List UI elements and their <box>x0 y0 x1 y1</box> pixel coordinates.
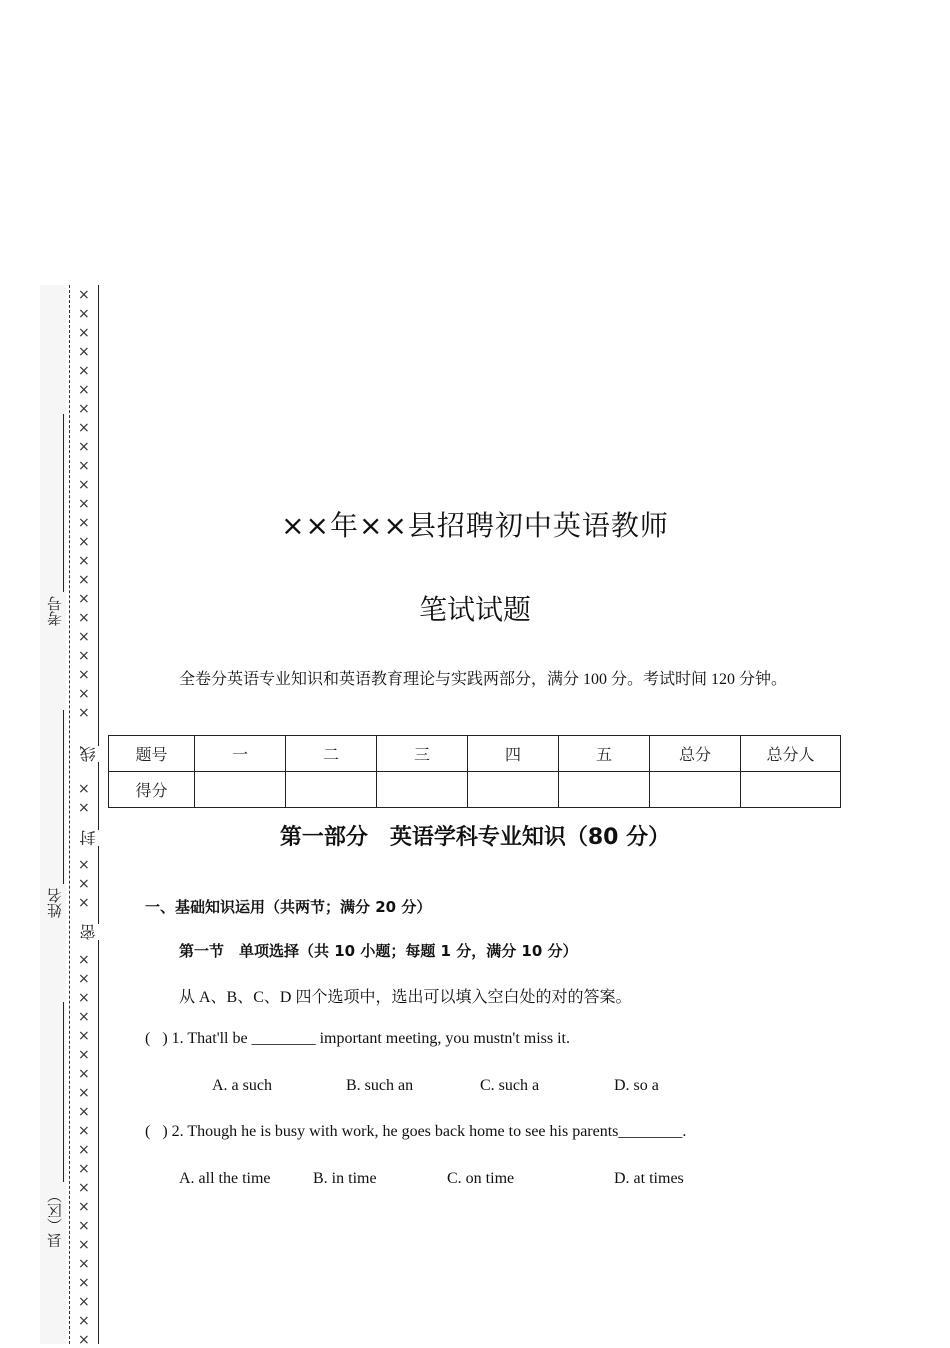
cross-mark: × <box>78 1047 90 1063</box>
cross-mark: × <box>78 1123 90 1139</box>
cross-mark: × <box>78 344 90 360</box>
cross-mark: × <box>78 895 90 911</box>
question-1-option-a: A. a such <box>212 1077 272 1094</box>
question-2-text: ( ) 2. Though he is busy with work, he goes back home to see his parents________. <box>145 1123 687 1140</box>
cross-mark: × <box>78 876 90 892</box>
subsection-heading: 第一节 单项选择（共 10 小题；每题 1 分，满分 10 分） <box>179 942 578 960</box>
cross-mark: × <box>78 781 90 797</box>
score-table-header-cell: 总分人 <box>741 736 841 772</box>
score-cell-5[interactable] <box>559 772 650 808</box>
cross-mark: × <box>78 401 90 417</box>
binding-solid-line <box>98 285 99 1344</box>
score-table-header-cell: 一 <box>195 736 286 772</box>
seal-word-xian: 线 <box>79 746 98 762</box>
cross-mark: × <box>78 363 90 379</box>
cross-mark: × <box>78 382 90 398</box>
score-table-score-label: 得分 <box>109 772 195 808</box>
score-table-header-row <box>109 736 841 772</box>
cross-mark: × <box>78 439 90 455</box>
score-table-score-row <box>109 772 841 808</box>
cross-mark: × <box>78 952 90 968</box>
score-cell-2[interactable] <box>286 772 377 808</box>
cross-mark: × <box>78 1028 90 1044</box>
exam-intro: 全卷分英语专业知识和英语教育理论与实践两部分，满分 100 分。考试时间 120 分钟。 <box>179 671 788 688</box>
cross-mark: × <box>78 990 90 1006</box>
question-1-option-b: B. such an <box>346 1077 414 1094</box>
score-table-header-cell: 四 <box>468 736 559 772</box>
cross-mark: × <box>78 610 90 626</box>
cross-mark: × <box>78 648 90 664</box>
binding-dashed-line <box>69 285 70 1344</box>
page-title: ××年××县招聘初中英语教师 <box>281 509 669 542</box>
cross-mark: × <box>78 1199 90 1215</box>
score-table-header-cell: 题号 <box>109 736 195 772</box>
field-label-exam-number: 考号 <box>46 596 64 626</box>
question-2-option-c: C. on time <box>447 1170 515 1187</box>
field-line-name <box>63 710 64 884</box>
section-instruction: 从 A、B、C、D 四个选项中，选出可以填入空白处的对的答案。 <box>179 989 632 1006</box>
cross-mark: × <box>78 1161 90 1177</box>
cross-mark: × <box>78 515 90 531</box>
part1-title: 第一部分 英语学科专业知识（80 分） <box>279 825 671 850</box>
cross-mark: × <box>78 857 90 873</box>
cross-mark: × <box>78 1256 90 1272</box>
question-1-option-d: D. so a <box>614 1077 659 1094</box>
cross-mark: × <box>78 306 90 322</box>
score-table-header-cell: 三 <box>377 736 468 772</box>
cross-mark: × <box>78 534 90 550</box>
score-cell-1[interactable] <box>195 772 286 808</box>
cross-mark: × <box>78 800 90 816</box>
score-cell-grader[interactable] <box>741 772 841 808</box>
question-2-option-d: D. at times <box>614 1170 684 1187</box>
cross-mark: × <box>78 572 90 588</box>
cross-mark: × <box>78 1294 90 1310</box>
cross-mark: × <box>78 1066 90 1082</box>
cross-mark: × <box>78 287 90 303</box>
cross-mark: × <box>78 705 90 721</box>
field-label-county: 县（区） <box>46 1188 64 1248</box>
score-table-header-cell: 总分 <box>650 736 741 772</box>
cross-mark: × <box>78 553 90 569</box>
cross-mark: × <box>78 667 90 683</box>
cross-mark: × <box>78 1009 90 1025</box>
cross-mark: × <box>78 1104 90 1120</box>
score-table-header-cell: 二 <box>286 736 377 772</box>
section-heading: 一、基础知识运用（共两节；满分 20 分） <box>145 898 432 916</box>
cross-mark: × <box>78 420 90 436</box>
cross-mark: × <box>78 325 90 341</box>
cross-mark: × <box>78 1332 90 1348</box>
cross-mark: × <box>78 1313 90 1329</box>
seal-word-mi: 密 <box>79 924 98 940</box>
cross-mark: × <box>78 1237 90 1253</box>
field-line-county <box>63 1002 64 1182</box>
cross-mark: × <box>78 496 90 512</box>
score-cell-3[interactable] <box>377 772 468 808</box>
cross-mark: × <box>78 1275 90 1291</box>
cross-mark: × <box>78 1085 90 1101</box>
cross-mark: × <box>78 591 90 607</box>
question-1-option-c: C. such a <box>480 1077 540 1094</box>
cross-mark: × <box>78 1218 90 1234</box>
field-label-name: 姓名 <box>46 888 64 918</box>
score-cell-4[interactable] <box>468 772 559 808</box>
cross-mark: × <box>78 629 90 645</box>
cross-mark: × <box>78 1180 90 1196</box>
page-subtitle: 笔试试题 <box>418 593 531 626</box>
cross-mark: × <box>78 971 90 987</box>
seal-word-feng: 封 <box>79 830 98 846</box>
cross-mark: × <box>78 1142 90 1158</box>
question-1-text: ( ) 1. That'll be ________ important meeting, you mustn't miss it. <box>145 1030 570 1047</box>
cross-mark: × <box>78 458 90 474</box>
cross-mark: × <box>78 686 90 702</box>
question-2-option-a: A. all the time <box>179 1170 271 1187</box>
cross-mark: × <box>78 477 90 493</box>
score-cell-total[interactable] <box>650 772 741 808</box>
score-table-header-cell: 五 <box>559 736 650 772</box>
question-2-option-b: B. in time <box>313 1170 377 1187</box>
field-line-exam-number <box>63 414 64 592</box>
score-table <box>108 735 841 808</box>
